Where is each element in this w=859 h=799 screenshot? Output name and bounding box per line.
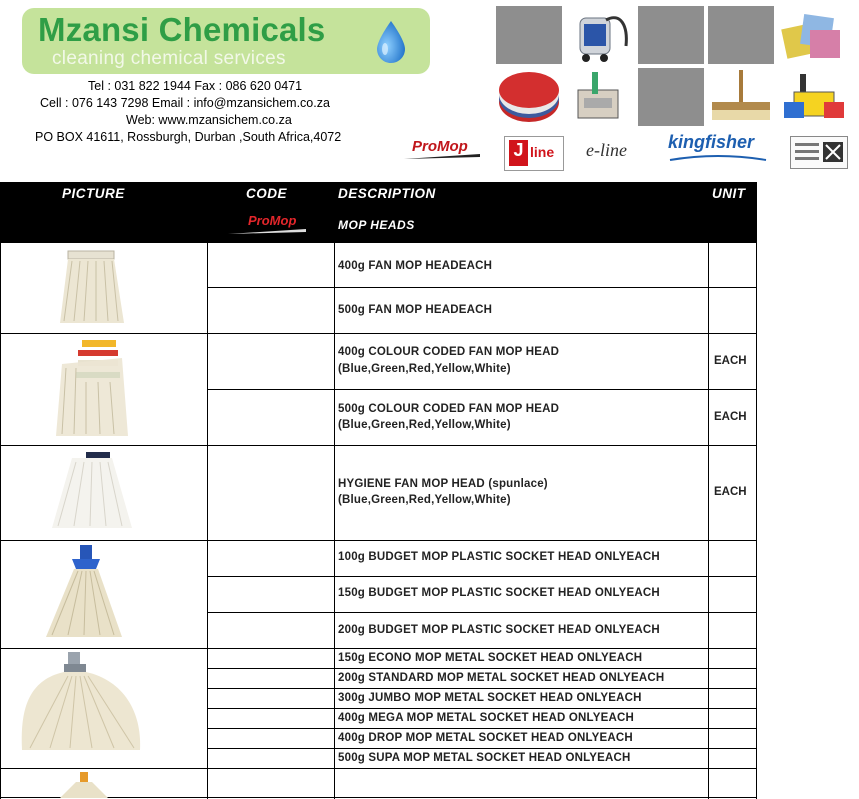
row-description-variants: (Blue,Green,Red,Yellow,White)	[338, 363, 511, 375]
row-description: 400g MEGA MOP METAL SOCKET HEAD ONLYEACH	[338, 712, 634, 724]
header-picture: PICTURE	[62, 186, 125, 201]
row-description: 500g FAN MOP HEADEACH	[338, 304, 493, 316]
metal-socket-mop-head-image	[18, 650, 144, 766]
product-thumb-placeholder	[638, 6, 704, 64]
plastic-socket-mop-head-image	[42, 543, 126, 643]
row-description-variants: (Blue,Green,Red,Yellow,White)	[338, 419, 511, 431]
product-thumb-placeholder	[496, 6, 562, 64]
row-description: 400g FAN MOP HEADEACH	[338, 260, 493, 272]
header-code: CODE	[246, 186, 288, 201]
colour-coded-fan-mop-head-image	[52, 338, 132, 442]
section-label: MOP HEADS	[338, 218, 415, 232]
row-unit: EACH	[714, 486, 747, 498]
row-description: 500g SUPA MOP METAL SOCKET HEAD ONLYEACH	[338, 752, 631, 764]
mop-bucket-image	[780, 68, 846, 126]
row-description: 400g COLOUR CODED FAN MOP HEAD	[338, 346, 560, 358]
row-unit: EACH	[714, 411, 747, 423]
row-description: 200g BUDGET MOP PLASTIC SOCKET HEAD ONLYEACH	[338, 624, 660, 636]
kingfisher-brand-logo: kingfisher	[666, 132, 770, 168]
row-description: 500g COLOUR CODED FAN MOP HEAD	[338, 403, 560, 415]
contact-tel: Tel : 031 822 1944 Fax : 086 620 0471	[88, 79, 303, 93]
eline-brand-logo: e-line	[586, 140, 627, 160]
hygiene-fan-mop-head-image	[46, 450, 136, 534]
company-tagline: cleaning chemical services	[52, 48, 286, 69]
section-mop-heads	[0, 206, 757, 243]
row-description: 200g STANDARD MOP METAL SOCKET HEAD ONLYEACH	[338, 672, 665, 684]
row-description: 150g ECONO MOP METAL SOCKET HEAD ONLYEACH	[338, 652, 643, 664]
row-description: 400g DROP MOP METAL SOCKET HEAD ONLYEACH	[338, 732, 633, 744]
row-description: 300g JUMBO MOP METAL SOCKET HEAD ONLYEACH	[338, 692, 642, 704]
promop-section-logo: ProMop	[228, 212, 306, 236]
row-description: 100g BUDGET MOP PLASTIC SOCKET HEAD ONLYEACH	[338, 551, 660, 563]
broom-image	[708, 68, 774, 126]
contact-web: Web: www.mzansichem.co.za	[126, 113, 292, 127]
product-thumb-placeholder	[708, 6, 774, 64]
header-unit: UNIT	[712, 186, 746, 201]
promop-brand-logo: ProMop	[404, 134, 480, 162]
header-description: DESCRIPTION	[338, 186, 436, 201]
certification-badge-logo	[790, 136, 848, 169]
contact-cell-email: Cell : 076 143 7298 Email : info@mzansichem.co.za	[40, 96, 330, 110]
company-logo	[22, 8, 430, 74]
row-unit: EACH	[714, 355, 747, 367]
cloths-image	[780, 6, 846, 64]
row-description-variants: (Blue,Green,Red,Yellow,White)	[338, 494, 511, 506]
jline-brand-logo: J line	[504, 136, 564, 171]
product-thumb-placeholder	[638, 68, 704, 126]
next-mop-head-image	[56, 772, 112, 798]
company-name: Mzansi Chemicals	[38, 11, 326, 48]
row-description: 150g BUDGET MOP PLASTIC SOCKET HEAD ONLYEACH	[338, 587, 660, 599]
contact-address: PO BOX 41611, Rossburgh, Durban ,South Africa,4072	[35, 130, 342, 144]
fan-mop-head-image	[52, 249, 132, 329]
vacuum-cleaner-image	[566, 6, 632, 64]
row-description: HYGIENE FAN MOP HEAD (spunlace)	[338, 478, 548, 490]
table-header	[0, 182, 757, 206]
water-drop-icon	[374, 20, 408, 64]
mop-wringer-image	[566, 68, 632, 126]
floor-pads-image	[496, 68, 562, 126]
